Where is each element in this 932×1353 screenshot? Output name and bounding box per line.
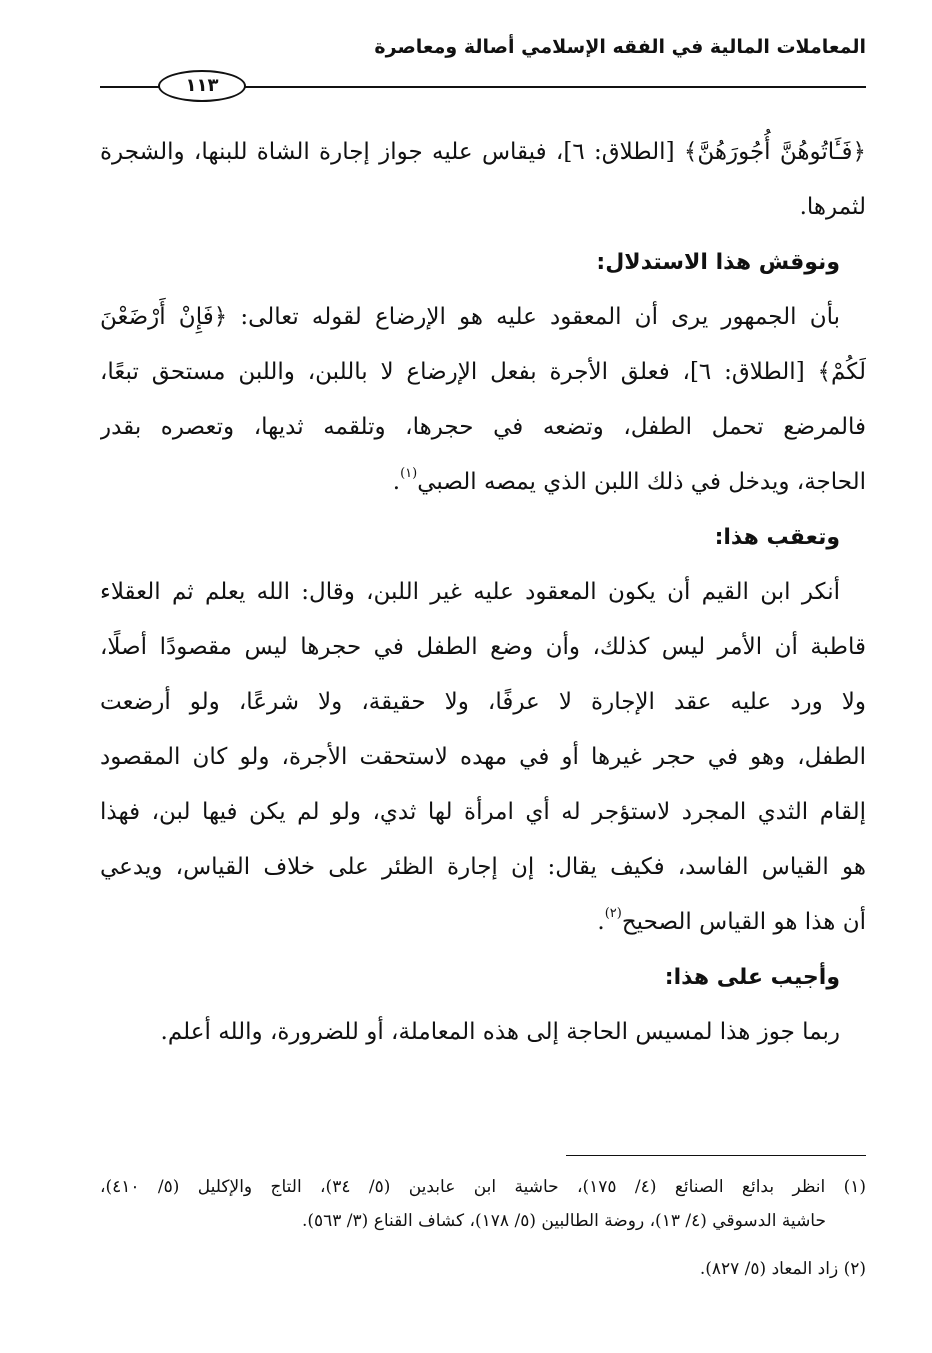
- text-line: ﴿فَـَٔاتُوهُنَّ أُجُورَهُنَّ﴾ [الطلاق: ٦]، فيقاس عليه جواز إجارة الشاة للبنها، والشجرة: [100, 139, 866, 165]
- section-heading: وتعقب هذا:: [714, 525, 840, 550]
- text-line: أنكر ابن القيم أن يكون المعقود عليه غير اللبن، وقال: الله يعلم ثم العقلاء: [100, 579, 840, 605]
- text-line: فالمرضع تحمل الطفل، وتضعه في حجرها، وتلقمه ثديها، وتعصره بقدر: [100, 414, 866, 440]
- text-line: قاطبة أن الأمر ليس كذلك، وأن وضع الطفل في حجرها ليس مقصودًا أصلًا،: [100, 634, 866, 660]
- text-line: الحاجة، ويدخل في ذلك اللبن الذي يمصه الصبي$^{(١)}$.: [392, 466, 866, 495]
- footnote-1-continued: حاشية الدسوقي (٤/ ١٣)، روضة الطالبين (٥/ ١٧٨)، كشاف القناع (٣/ ٥٦٣).: [301, 1211, 826, 1231]
- text-line: هو القياس الفاسد، فكيف يقال: إن إجارة الظئر على خلاف القياس، ويدعي: [100, 854, 866, 880]
- footnote-1: [100, 1170, 866, 1204]
- footnote-marker: (١): [400, 466, 418, 481]
- text-line: أن هذا هو القياس الصحيح$^{(٢)}$.: [597, 906, 866, 935]
- text-line: لَكُمْ﴾ [الطلاق: ٦]، فعلق الأجرة بفعل الإرضاع لا باللبن، واللبن مستحق تبعًا،: [100, 359, 866, 385]
- section-heading: وأجيب على هذا:: [664, 965, 840, 990]
- text-line: الطفل، وهو في حجر غيرها أو في مهده لاستحقت الأجرة، ولو كان المقصود: [100, 744, 866, 770]
- text-line: بأن الجمهور يرى أن المعقود عليه هو الإرضاع لقوله تعالى: ﴿فَإِنْ أَرْضَعْنَ: [100, 304, 840, 330]
- footnote-number: (٢): [843, 1259, 866, 1279]
- text-line: لثمرها.: [799, 194, 866, 220]
- footnote-marker: (٢): [604, 906, 622, 921]
- text-line: ولا ورد عليه عقد الإجارة لا عرفًا، ولا حقيقة، ولا شرعًا، ولو أرضعت: [100, 689, 866, 715]
- footnote-rule: [566, 1155, 866, 1156]
- text-span: الحاجة، ويدخل في ذلك اللبن الذي يمصه الصبي: [417, 469, 866, 495]
- text-span: أن هذا هو القياس الصحيح: [621, 909, 866, 935]
- footnote-2: [100, 1252, 866, 1286]
- section-heading: ونوقش هذا الاستدلال:: [596, 250, 840, 275]
- running-title: المعاملات المالية في الفقه الإسلامي أصالة ومعاصرة: [374, 36, 866, 58]
- text-line: إلقام الثدي المجرد لاستؤجر له أي امرأة لها ثدي، ولو لم يكن فيها لبن، فهذا: [100, 799, 866, 825]
- footnote-text: انظر بدائع الصنائع (٤/ ١٧٥)، حاشية ابن عابدين (٥/ ٣٤)، التاج والإكليل (٥/ ٤١٠)،: [100, 1177, 826, 1197]
- text-line: ربما جوز هذا لمسيس الحاجة إلى هذه المعاملة، أو للضرورة، والله أعلم.: [160, 1019, 840, 1045]
- footnote-number: (١): [843, 1177, 866, 1197]
- page-number: ١١٣: [158, 70, 246, 102]
- footnotes: [100, 1170, 866, 1286]
- main-text: [100, 125, 866, 1060]
- footnote-text: زاد المعاد (٥/ ٨٢٧).: [699, 1259, 839, 1279]
